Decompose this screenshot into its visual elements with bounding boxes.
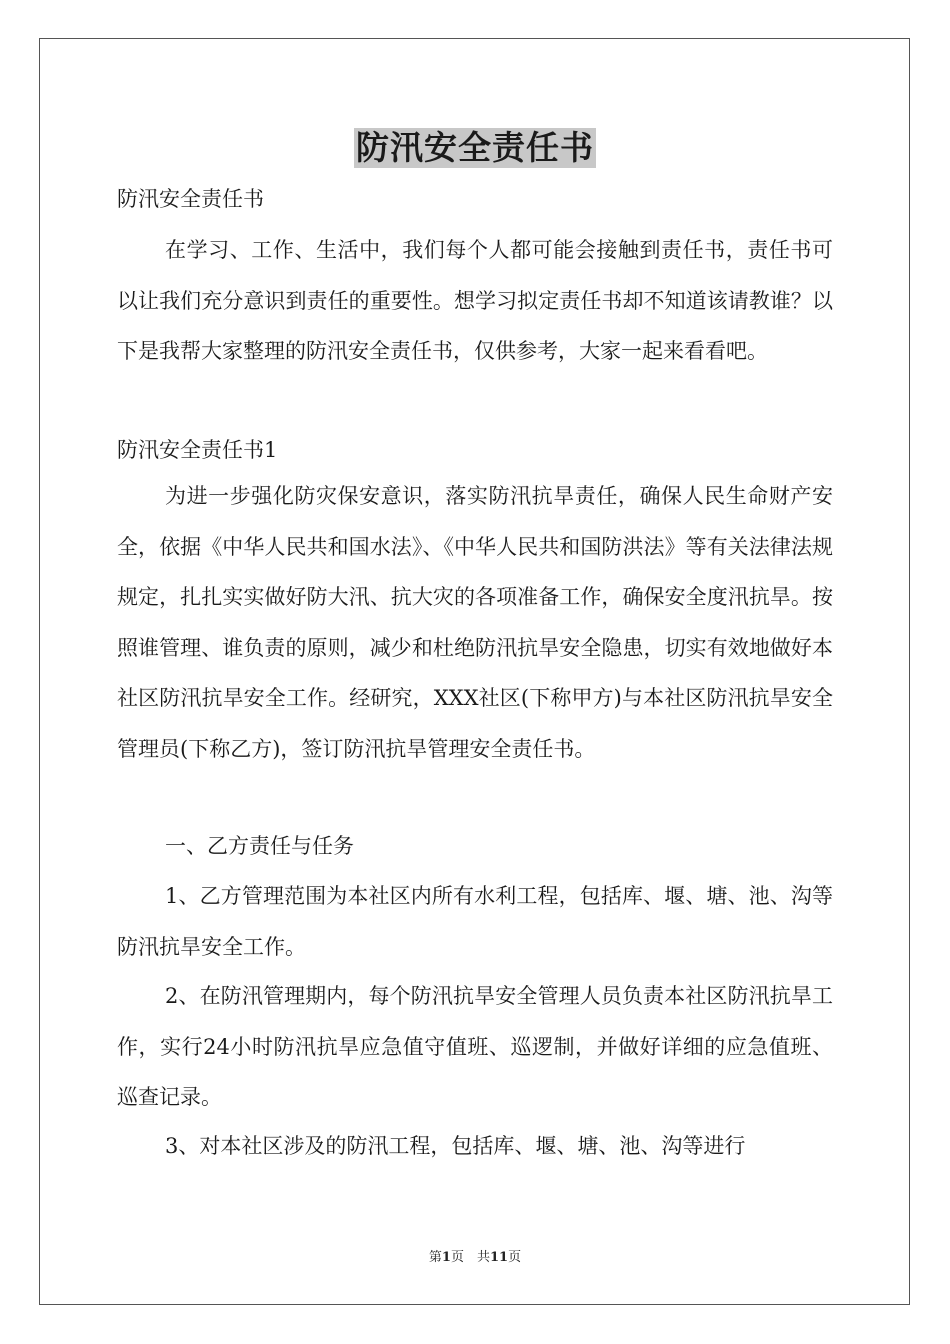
page-total: 11 — [489, 1250, 509, 1265]
paragraph-1: 为进一步强化防灾保安意识，落实防汛抗旱责任，确保人民生命财产安全，依据《中华人民共和国水法》、《中华人民共和国防洪法》等有关法律法规规定，扎扎实实做好防大汛、抗大灾的各项准备工作，确保安全度汛抗旱。按照谁管理、谁负责的原则，减少和杜绝防汛抗旱安全隐患，切实有效地做好本社区防汛抗旱安全工作。经研究，XXX社区(下称甲方)与本社区防汛抗旱安全管理员(下称乙方)，签订防汛抗旱管理安全责任书。 — [117, 484, 833, 761]
item-3: 3、对本社区涉及的防汛工程，包括库、堰、塘、池、沟等进行 — [165, 1134, 746, 1158]
document-title: 防汛安全责任书 — [356, 128, 594, 167]
document-subtitle: 防汛安全责任书 — [117, 187, 264, 211]
item-1: 1、乙方管理范围为本社区内所有水利工程，包括库、堰、塘、池、沟等防汛抗旱安全工作。 — [117, 884, 833, 959]
footer-suffix: 页 — [508, 1250, 522, 1265]
page-footer — [0, 1246, 950, 1265]
title-wrap — [117, 128, 833, 168]
page-number: 1 — [441, 1250, 451, 1265]
footer-mid: 页 共 — [450, 1250, 490, 1265]
section-heading: 防汛安全责任书1 — [117, 438, 278, 462]
item-2: 2、在防汛管理期内，每个防汛抗旱安全管理人员负责本社区防汛抗旱工作，实行24小时防汛抗旱应急值守值班、巡逻制，并做好详细的应急值班、巡查记录。 — [117, 984, 833, 1109]
intro-paragraph: 在学习、工作、生活中，我们每个人都可能会接触到责任书，责任书可以让我们充分意识到责任的重要性。想学习拟定责任书却不知道该请教谁？以下是我帮大家整理的防汛安全责任书，仅供参考，大家一起来看看吧。 — [117, 238, 833, 363]
footer-prefix: 第 — [428, 1250, 442, 1265]
heading-1: 一、乙方责任与任务 — [165, 834, 354, 858]
